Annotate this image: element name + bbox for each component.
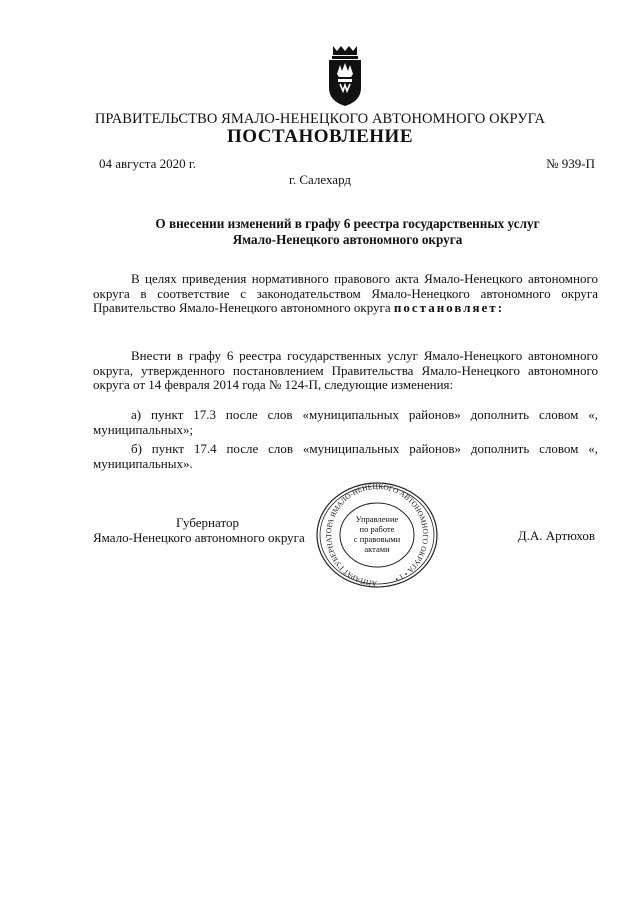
coat-of-arms-icon — [327, 46, 363, 106]
stamp-line-4: актами — [364, 544, 390, 554]
title-line-2: Ямало-Ненецкого автономного округа — [232, 232, 463, 247]
intro-paragraph — [93, 272, 598, 316]
main-paragraph: Внести в графу 6 реестра государственных услуг Ямало-Ненецкого автономного округа, утвержденного постановлением Правительства Ямало-Ненецкого автономного округа от 14 февраля 2014 года № 124-П, следующие изменения: — [93, 348, 598, 392]
document-date: 04 августа 2020 г. — [99, 156, 196, 171]
document-city: г. Салехард — [288, 172, 352, 187]
signatory-position: Губернатор — [176, 515, 239, 530]
document-number: № 939-П — [546, 156, 595, 171]
stamp-ring-text: АППАРАТ ГУБЕРНАТОРА ЯМАЛО-НЕНЕЦКОГО АВТОНОМНОГО ОКРУГА • 1 • — [324, 481, 431, 589]
document-title — [100, 216, 595, 248]
resolves-keyword: постановляет: — [393, 300, 505, 315]
document-type: ПОСТАНОВЛЕНИЕ — [226, 126, 414, 147]
organization-name: ПРАВИТЕЛЬСТВО ЯМАЛО-НЕНЕЦКОГО АВТОНОМНОГО ОКРУГА — [94, 111, 546, 127]
stamp-line-3: с правовыми — [353, 534, 401, 544]
stamp-line-2: по работе — [359, 524, 395, 534]
intro-text: В целях приведения нормативного правового акта Ямало-Ненецкого автономного округа в соответствие с законодательством Ямало-Ненецкого автономного округа Правительство Ямало-Ненецкого автономного округа — [93, 271, 598, 315]
signatory-name: Д.А. Артюхов — [517, 528, 595, 543]
stamp-line-1: Управление — [355, 514, 399, 524]
item-a: а) пункт 17.3 после слов «муниципальных районов» дополнить словом «, муниципальных»; — [93, 407, 598, 437]
signatory-organization: Ямало-Ненецкого автономного округа — [93, 530, 305, 545]
title-line-1: О внесении изменений в графу 6 реестра государственных услуг — [155, 216, 540, 231]
official-stamp — [314, 481, 440, 589]
item-b: б) пункт 17.4 после слов «муниципальных районов» дополнить словом «, муниципальных». — [93, 441, 598, 471]
